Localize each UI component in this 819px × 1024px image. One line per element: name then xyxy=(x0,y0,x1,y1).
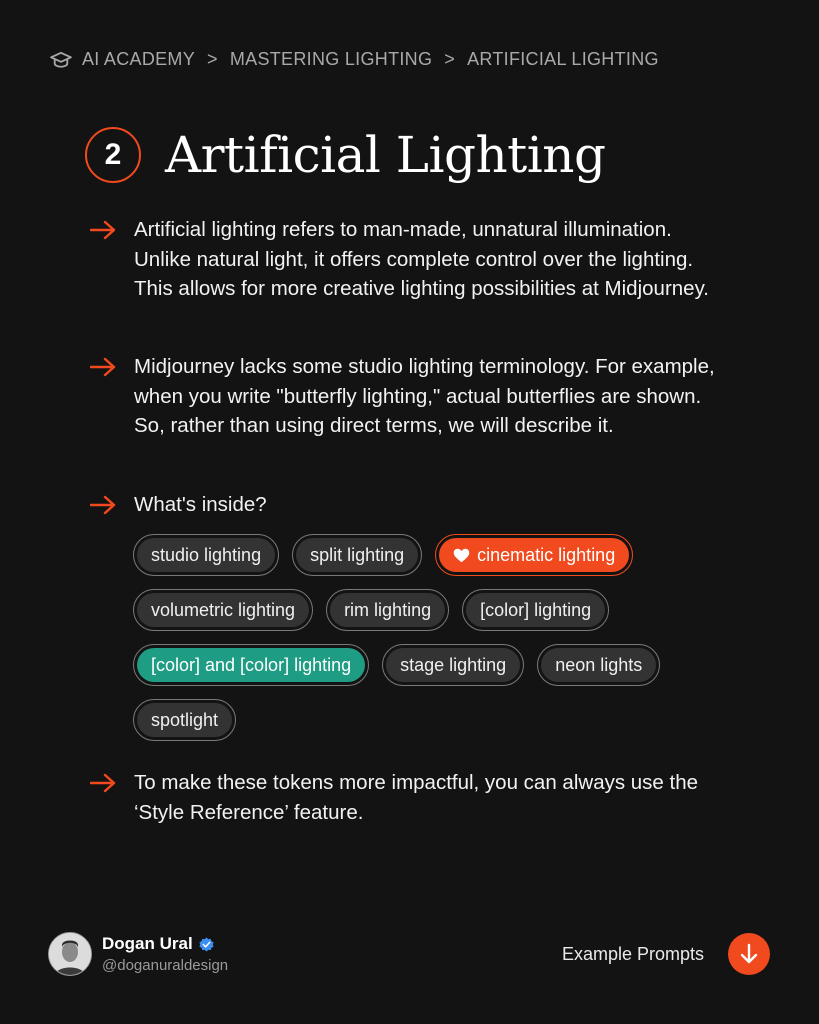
author-handle: @doganuraldesign xyxy=(102,957,229,974)
author-block[interactable] xyxy=(48,932,228,976)
breadcrumb-item-ai-academy[interactable]: AI ACADEMY xyxy=(82,49,196,69)
chip-row xyxy=(133,699,753,741)
chip-row xyxy=(133,534,753,576)
author-info xyxy=(102,934,228,974)
chip-color-and-color-lighting[interactable] xyxy=(133,644,369,686)
chip-label: [color] and [color] lighting xyxy=(151,654,352,675)
chip-label: split lighting xyxy=(310,544,405,565)
chip-stage-lighting[interactable] xyxy=(382,644,524,686)
lighting-token-chips xyxy=(133,534,753,754)
section-number: 2 xyxy=(85,127,141,183)
bullet-item xyxy=(90,490,730,520)
breadcrumb-separator: > xyxy=(207,49,218,69)
bullet-text: Midjourney lacks some studio lighting terminology. For example, when you write "butterfly lighting," actual butterflies are shown. So, rather than using direct terms, we will describe it. xyxy=(134,355,715,437)
heart-icon xyxy=(453,548,470,563)
chip-label: cinematic lighting xyxy=(477,544,616,565)
chip-studio-lighting[interactable] xyxy=(133,534,279,576)
arrow-right-icon xyxy=(90,220,116,240)
arrow-down-icon xyxy=(738,943,760,965)
author-name: Dogan Ural xyxy=(102,934,193,953)
chip-rim-lighting[interactable] xyxy=(326,589,449,631)
author-name-row xyxy=(102,934,228,954)
avatar-portrait-icon xyxy=(49,933,91,975)
arrow-right-icon xyxy=(90,773,116,793)
bullet-text: To make these tokens more impactful, you can always use the ‘Style Reference’ feature. xyxy=(134,771,699,824)
bullet-item xyxy=(90,768,730,827)
chip-label: studio lighting xyxy=(151,544,262,565)
breadcrumb-item-mastering-lighting[interactable]: MASTERING LIGHTING xyxy=(229,49,433,69)
chip-cinematic-lighting[interactable] xyxy=(435,534,633,576)
arrow-right-icon xyxy=(90,357,116,377)
chip-label: spotlight xyxy=(151,709,219,730)
chip-split-lighting[interactable] xyxy=(292,534,422,576)
chip-neon-lights[interactable] xyxy=(537,644,660,686)
next-button[interactable] xyxy=(728,933,770,975)
arrow-right-icon xyxy=(90,495,116,515)
bullet-item xyxy=(90,352,730,441)
bullet-text: What's inside? xyxy=(134,493,267,516)
chip-spotlight[interactable] xyxy=(133,699,236,741)
chip-label: volumetric lighting xyxy=(151,599,296,620)
chip-label: stage lighting xyxy=(400,654,507,675)
cta-label: Example Prompts xyxy=(561,943,704,964)
chip-color-lighting[interactable] xyxy=(462,589,609,631)
graduation-cap-icon xyxy=(50,51,72,69)
chip-label: rim lighting xyxy=(344,599,432,620)
avatar[interactable] xyxy=(48,932,92,976)
chip-row xyxy=(133,644,753,686)
chip-volumetric-lighting[interactable] xyxy=(133,589,313,631)
breadcrumb xyxy=(50,49,659,70)
verified-badge-icon xyxy=(198,936,215,953)
bullet-text: Artificial lighting refers to man-made, unnatural illumination. Unlike natural light, it offers complete control over the lighting. This allows for more creative lighting possibilities at Midjourney. xyxy=(134,218,709,300)
breadcrumb-item-artificial-lighting[interactable]: ARTIFICIAL LIGHTING xyxy=(467,49,659,69)
chip-label: neon lights xyxy=(555,654,643,675)
chip-row xyxy=(133,589,753,631)
chip-label: [color] lighting xyxy=(480,599,592,620)
example-prompts-cta[interactable] xyxy=(562,933,770,975)
bullet-item xyxy=(90,215,730,304)
breadcrumb-separator: > xyxy=(444,49,456,69)
section-header xyxy=(85,126,605,184)
page-title: Artificial Lighting xyxy=(165,126,606,184)
